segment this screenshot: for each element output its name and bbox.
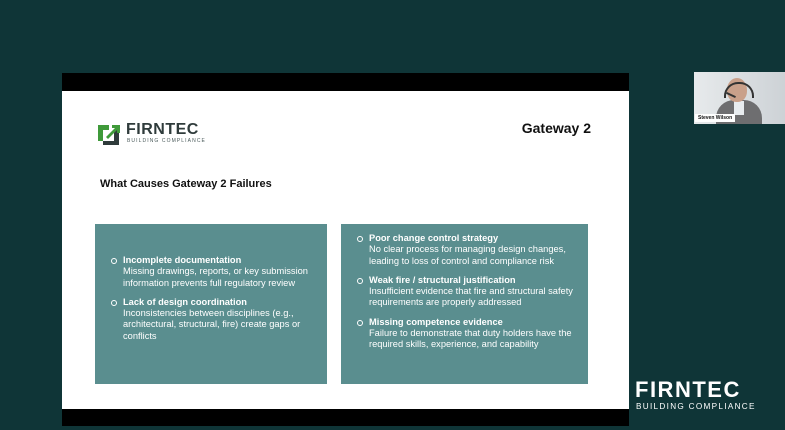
corner-logo-subtitle: BUILDING COMPLIANCE <box>636 402 756 411</box>
list-item <box>341 317 584 351</box>
item-title: Weak fire / structural justification <box>369 274 516 285</box>
list-item <box>341 233 584 267</box>
item-title: Missing competence evidence <box>369 316 503 327</box>
presenter-name-tag: Steven Wilson <box>695 114 735 122</box>
item-title: Poor change control strategy <box>369 233 499 243</box>
logo-subtitle: BUILDING COMPLIANCE <box>127 138 206 144</box>
item-title: Incomplete documentation <box>123 255 242 265</box>
item-title: Lack of design coordination <box>123 296 247 307</box>
corner-logo <box>635 377 780 417</box>
corner-logo-wordmark: FIRNTEC <box>635 377 741 402</box>
slide <box>62 91 629 409</box>
item-text: Missing drawings, reports, or key submission information prevents full regulatory review <box>123 266 308 288</box>
item-text: Insufficient evidence that fire and structural safety requirements are properly addressed <box>369 286 573 308</box>
item-text: No clear process for managing design changes, leading to loss of control and compliance risk <box>369 244 566 266</box>
list-item <box>341 275 584 309</box>
firntec-logo <box>96 121 216 149</box>
slide-heading: What Causes Gateway 2 Failures <box>100 178 272 190</box>
shared-slide-frame <box>62 73 629 426</box>
item-text: Failure to demonstrate that duty holders have the required skills, experience, and capability <box>369 328 572 350</box>
firntec-mark-icon <box>96 121 122 147</box>
failure-list-left <box>95 255 323 342</box>
presenter-shirt <box>734 101 744 115</box>
failures-card-left <box>95 224 327 384</box>
failures-card-right <box>341 224 588 384</box>
logo-wordmark: FIRNTEC <box>126 121 199 138</box>
list-item <box>95 255 323 289</box>
failure-list-right <box>341 233 584 351</box>
item-text: Inconsistencies between disciplines (e.g., architectural, structural, fire) create gaps or conflicts <box>123 308 301 341</box>
gateway-title: Gateway 2 <box>521 120 591 136</box>
list-item <box>95 297 323 342</box>
